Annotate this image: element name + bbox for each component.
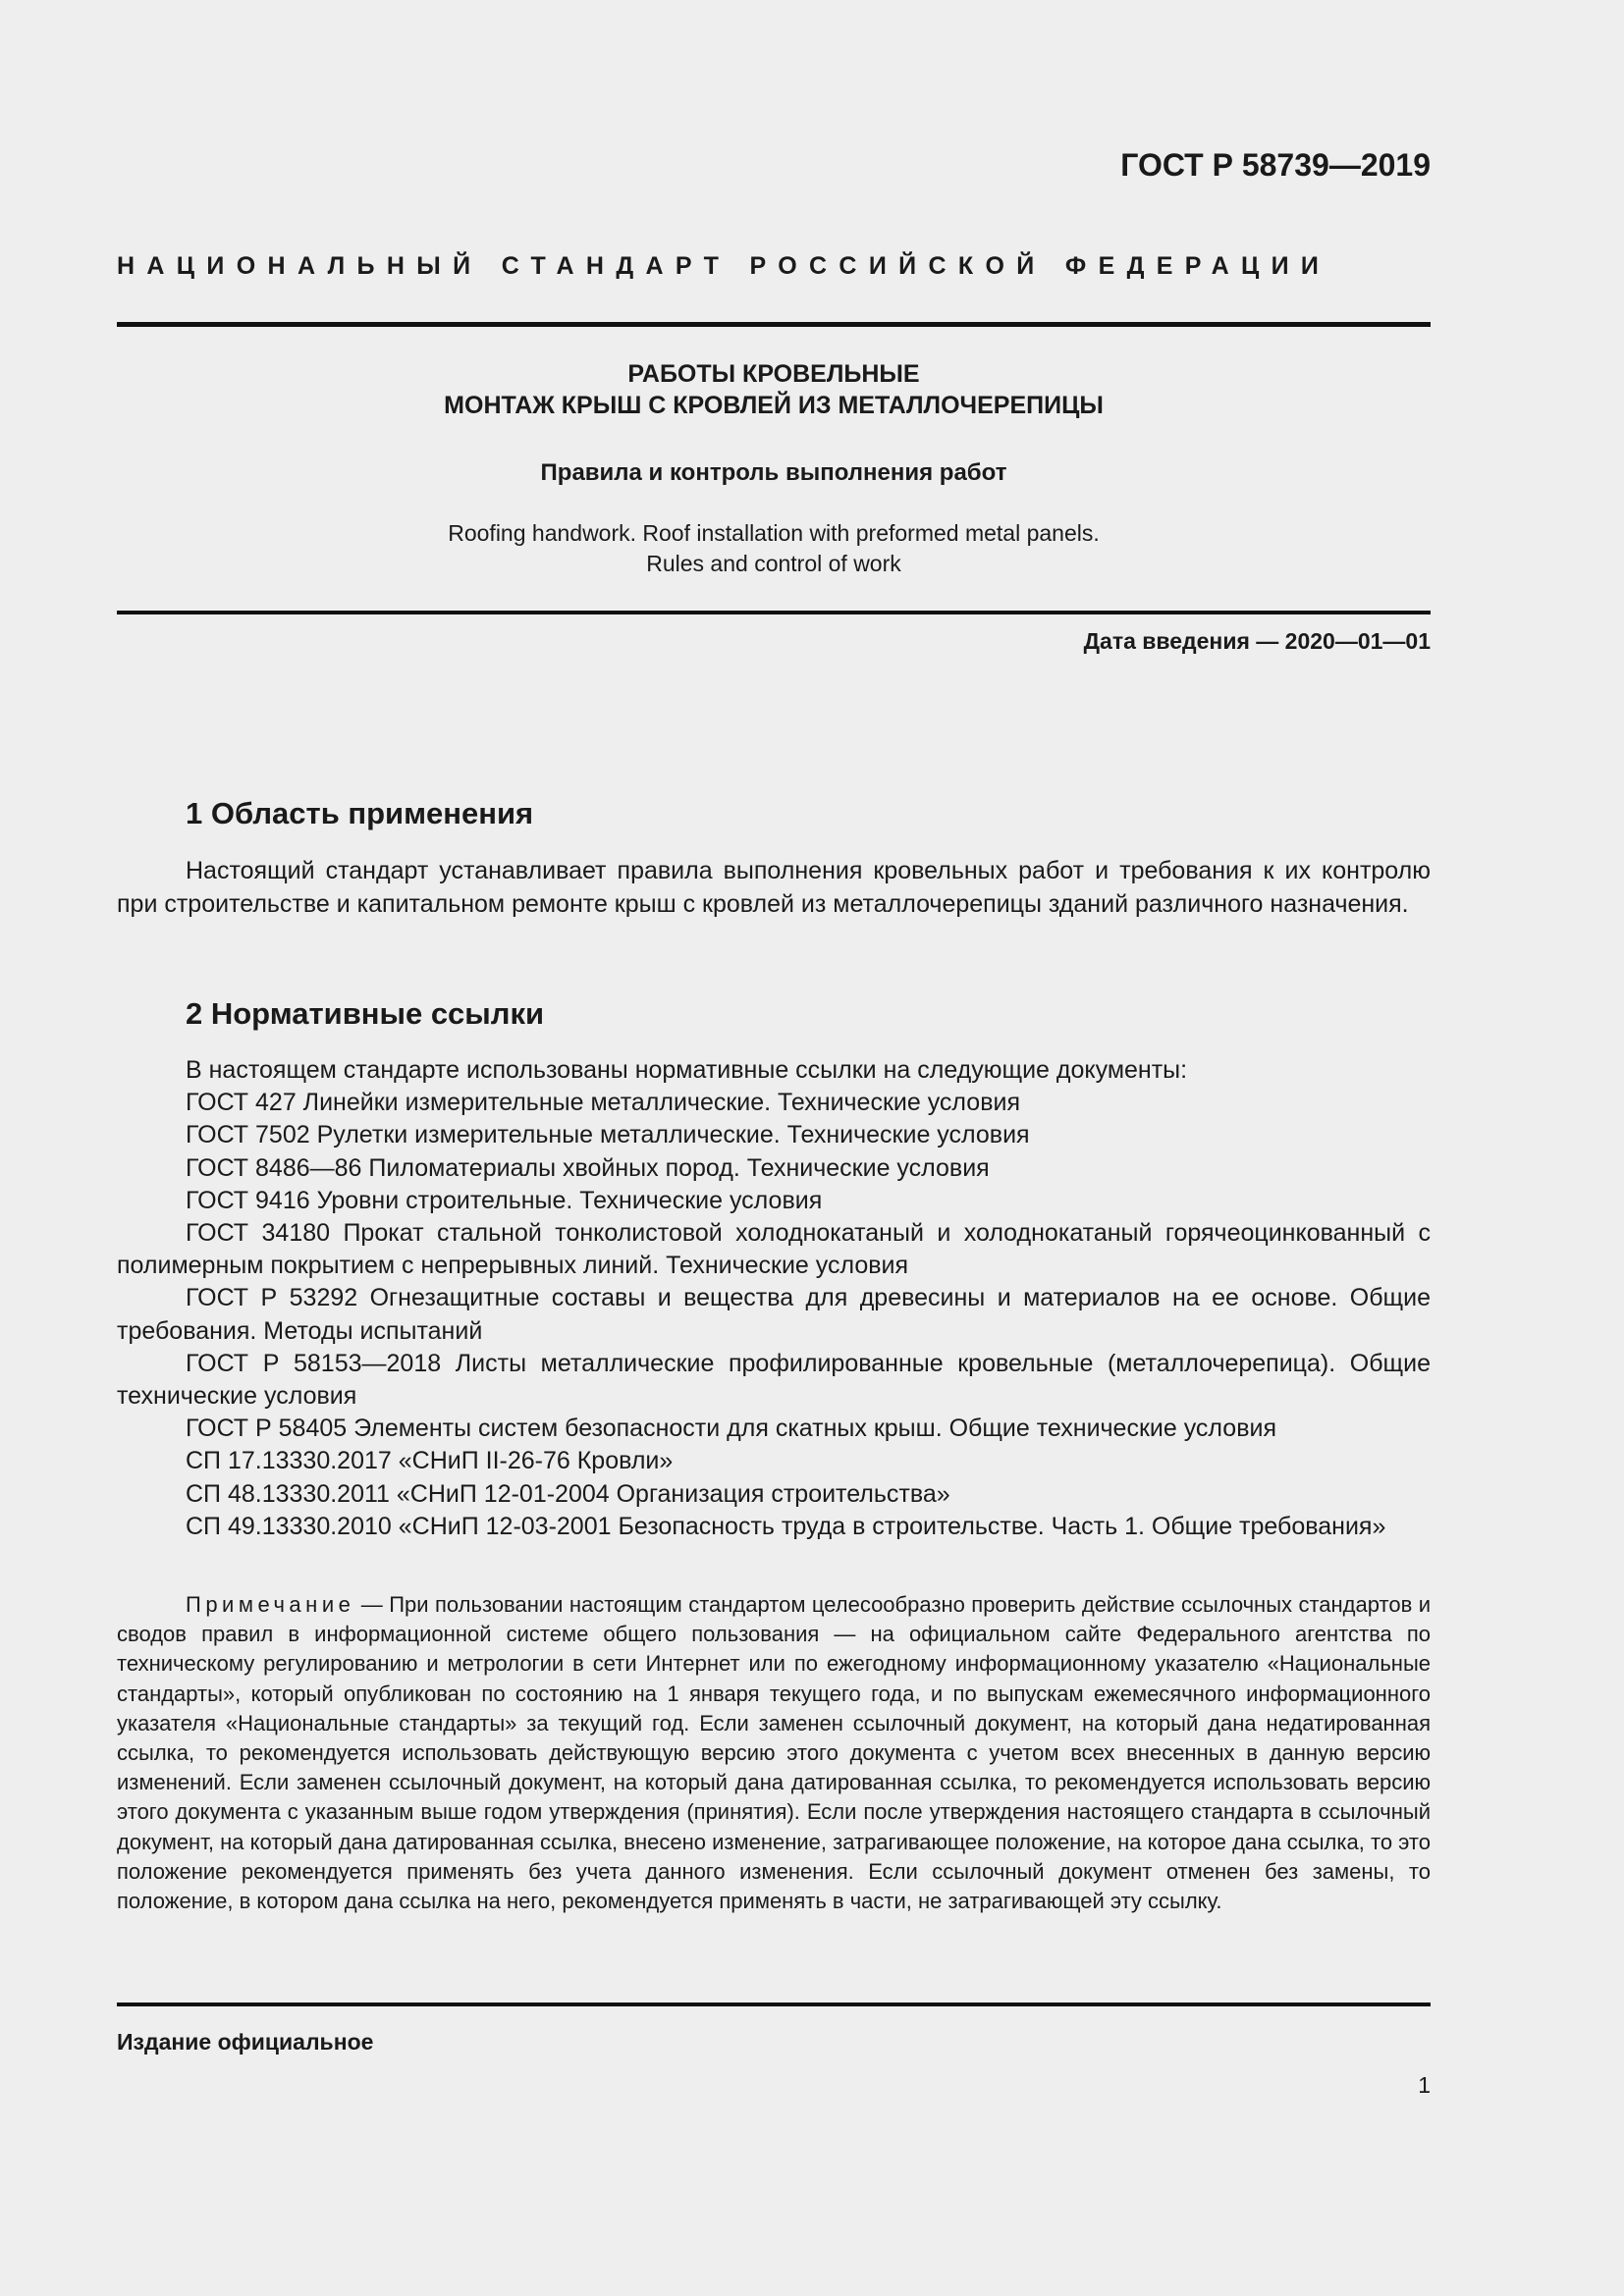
reference-item: СП 49.13330.2010 «СНиП 12-03-2001 Безопасность труда в строительстве. Часть 1. Общие требования» (186, 1512, 1386, 1540)
reference-item: ГОСТ 9416 Уровни строительные. Технические условия (186, 1186, 823, 1214)
reference-item: ГОСТ Р 58153—2018 Листы металлические профилированные кровельные (металлочерепица). Общие технические условия (117, 1349, 1431, 1411)
footer-divider (117, 2002, 1431, 2006)
reference-item: ГОСТ Р 53292 Огнезащитные составы и вещества для древесины и материалов на ее основе. Общие требования. Методы испытаний (117, 1284, 1431, 1345)
date-introduced: Дата введения — 2020—01—01 (1083, 628, 1431, 654)
english-title-line-2: Rules and control of work (646, 551, 901, 576)
section-1-text: Настоящий стандарт устанавливает правила выполнения кровельных работ и требования к их контролю при строительстве и капитальном ремонте крыш с кровлей из металлочерепицы зданий различного назначения. (117, 857, 1431, 918)
reference-item: ГОСТ Р 58405 Элементы систем безопасности для скатных крыш. Общие технические условия (186, 1415, 1276, 1443)
title-line-2: МОНТАЖ КРЫШ С КРОВЛЕЙ ИЗ МЕТАЛЛОЧЕРЕПИЦЫ (444, 392, 1104, 419)
title-line-1: РАБОТЫ КРОВЕЛЬНЫЕ (627, 360, 920, 388)
section-1-heading: 1 Область применения (186, 796, 534, 830)
references-intro: В настоящем стандарте использованы нормативные ссылки на следующие документы: (186, 1056, 1188, 1084)
national-standard-banner: НАЦИОНАЛЬНЫЙ СТАНДАРТ РОССИЙСКОЙ ФЕДЕРАЦИИ (117, 252, 1331, 280)
section-2-heading: 2 Нормативные ссылки (186, 996, 545, 1031)
header-divider (117, 322, 1431, 327)
note-text: — При пользовании настоящим стандартом целесообразно проверить действие ссылочных стандартов и сводов правил в информационной системе общего пользования — на официальном сайте Федерального агентства по техническому регулированию и метрологии в сети Интернет или по ежегодному информационному указателю «Национальные стандарты», который опубликован по состоянию на 1 января текущего года, и по выпускам ежемесячного информационного указателя «Национальные стандарты» за текущий год. Если заменен ссылочный документ, на который дана недатированная ссылка, то рекомендуется использовать действующую версию этого документа с учетом всех внесенных в данную версию изменений. Если заменен ссылочный документ, на который дана датированная ссылка, то рекомендуется использовать версию этого документа с указанным выше годом утверждения (принятия). Если после утверждения настоящего стандарта в ссылочный документ, на который дана датированная ссылка, внесено изменение, затрагивающее положение, на которое дана ссылка, то это положение рекомендуется применять без учета данного изменения. Если ссылочный документ отменен без замены, то положение, в котором дана ссылка на него, рекомендуется применять в части, не затрагивающей эту ссылку. (117, 1592, 1431, 1914)
document-subtitle: Правила и контроль выполнения работ (540, 459, 1007, 486)
reference-item: ГОСТ 34180 Прокат стальной тонколистовой холоднокатаный и холоднокатаный горячеоцинкованный с полимерным покрытием с непрерывных линий. Технические условия (117, 1219, 1431, 1280)
reference-item: СП 17.13330.2017 «СНиП II-26-76 Кровли» (186, 1447, 674, 1475)
document-number: ГОСТ Р 58739—2019 (1120, 147, 1431, 183)
reference-item: ГОСТ 8486—86 Пиломатериалы хвойных пород. Технические условия (186, 1153, 990, 1182)
reference-item: ГОСТ 7502 Рулетки измерительные металлические. Технические условия (186, 1121, 1030, 1149)
document-title (117, 358, 1431, 421)
page-number: 1 (1418, 2072, 1431, 2098)
official-edition-label: Издание официальное (117, 2029, 374, 2055)
reference-item: СП 48.13330.2011 «СНиП 12-01-2004 Организация строительства» (186, 1479, 950, 1508)
title-divider (117, 611, 1431, 614)
reference-item: ГОСТ 427 Линейки измерительные металлические. Технические условия (186, 1089, 1020, 1117)
note-label: Примечание (186, 1592, 355, 1617)
references-list (117, 1054, 1431, 1543)
english-title (117, 518, 1431, 579)
references-note (117, 1590, 1431, 1916)
english-title-line-1: Roofing handwork. Roof installation with preformed metal panels. (448, 520, 1100, 546)
